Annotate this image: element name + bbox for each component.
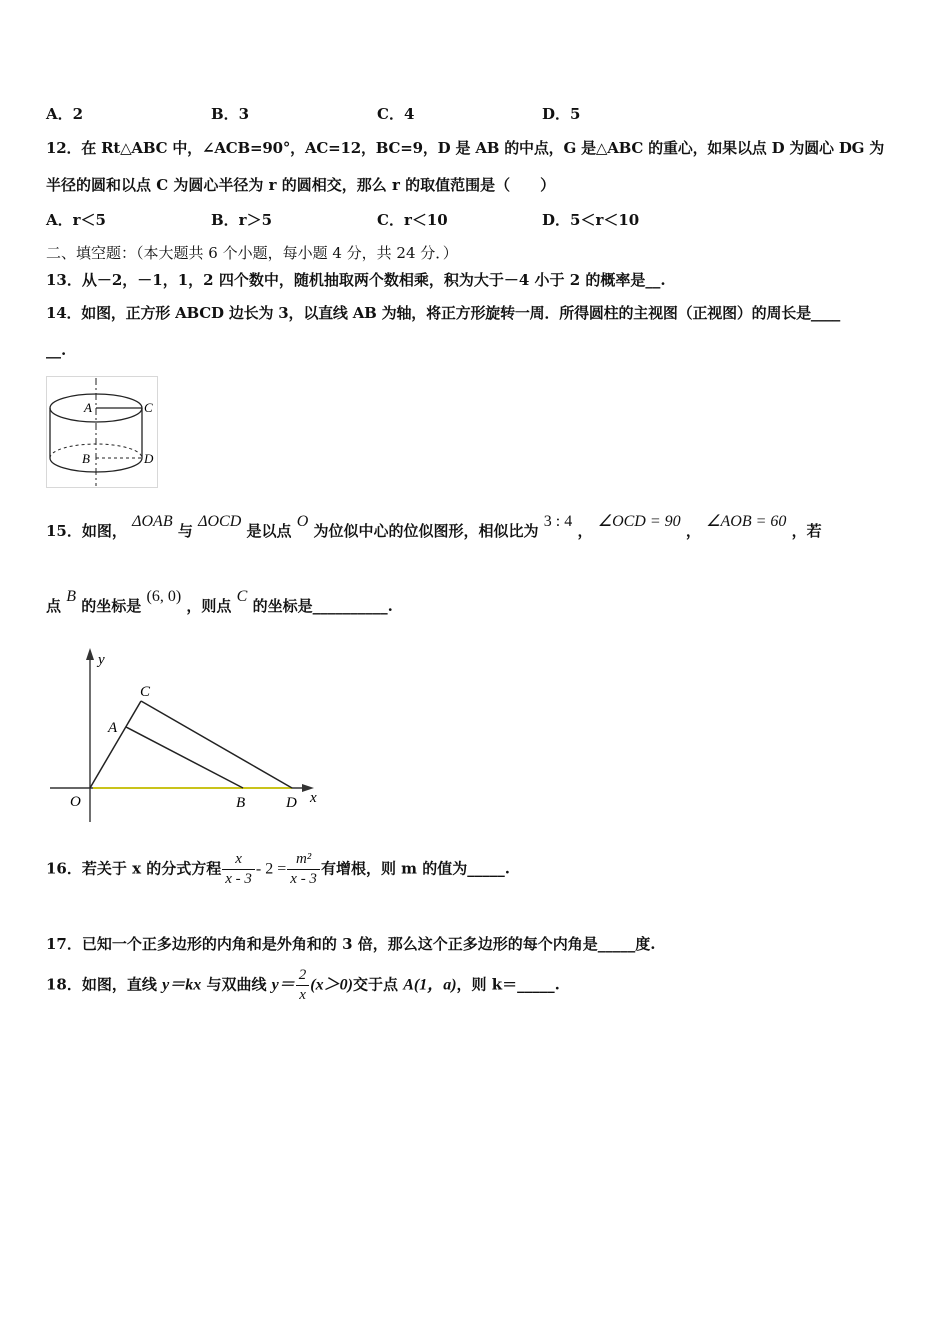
q15-line2-pre: 点 — [46, 597, 62, 615]
q15-with: 与 — [177, 522, 193, 540]
label-d: D — [286, 795, 297, 811]
q16-fraction-2 — [287, 851, 320, 888]
q16-middle: - 2 = — [255, 860, 287, 878]
q11-option-d: D．5 — [542, 105, 581, 123]
q18-point-a: A(1，a) — [403, 976, 457, 994]
q11-option-a: A．2 — [46, 105, 84, 123]
q16-fraction-1-numerator: x — [222, 851, 255, 870]
q17-text: 17．已知一个正多边形的内角和是外角和的 3 倍，那么这个正多边形的每个内角是_____度. — [46, 935, 656, 953]
q15-point-c: C — [236, 588, 248, 605]
q15-point-b: B — [66, 588, 77, 605]
q16-fraction-2-numerator: m² — [287, 851, 320, 870]
q16-fraction-1 — [222, 851, 255, 888]
q18-end: ，则 k＝_____. — [456, 975, 560, 994]
q18-mid-2: 交于点 — [352, 975, 404, 994]
q18-line-equation: y＝kx — [162, 976, 202, 994]
q15-coordinate-b: (6, 0) — [146, 588, 182, 605]
q18-line — [46, 967, 560, 1004]
label-x: x — [310, 790, 317, 806]
q15-mid-2: 为位似中心的位似图形，相似比为 — [313, 522, 539, 540]
q18-mid: 与双曲线 — [201, 975, 272, 994]
q14-line-2: __. — [46, 341, 67, 359]
q15-line-1 — [46, 513, 822, 541]
section-2-heading: 二、填空题：（本大题共 6 个小题，每小题 4 分，共 24 分．） — [46, 244, 458, 262]
q15-line2-mid: 的坐标是 — [81, 597, 142, 615]
q12-option-d: D．5＜r＜10 — [542, 211, 640, 229]
q14-line-1: 14．如图，正方形 ABCD 边长为 3，以直线 AB 为轴，将正方形旋转一周．所得圆柱的主视图（正视图）的周长是____ — [46, 304, 841, 322]
q15-angle-ocd: ∠OCD = 90 — [597, 513, 681, 530]
label-a: A — [84, 400, 92, 415]
q15-similar-triangles-figure — [48, 644, 328, 826]
q18-fraction-numerator: 2 — [296, 967, 310, 986]
q18-condition: (x＞0) — [310, 976, 353, 994]
q13-text: 13．从－2，－1，1，2 四个数中，随机抽取两个数相乘，积为大于－4 小于 2 的概率是__. — [46, 271, 666, 289]
q15-triangle-ocd: ΔOCD — [198, 513, 242, 530]
q12-option-b: B．r＞5 — [211, 211, 273, 229]
q15-ratio: 3 : 4 — [543, 513, 573, 530]
q18-y-equals: y＝ — [271, 976, 295, 994]
y-axis-arrow — [86, 648, 94, 660]
q16-line — [46, 851, 510, 888]
label-c: C — [140, 684, 151, 700]
q14-cylinder-figure — [46, 376, 158, 488]
label-b: B — [236, 795, 246, 811]
q18-fraction-denominator: x — [299, 987, 306, 1003]
label-b: B — [82, 451, 90, 466]
q12-option-c: C．r＜10 — [377, 211, 448, 229]
q12-option-a: A．r＜5 — [46, 211, 106, 229]
segment-ab — [126, 727, 243, 788]
segment-oc — [90, 701, 141, 788]
q15-mid-1: 是以点 — [246, 522, 292, 540]
q11-option-c: C．4 — [377, 105, 415, 123]
q16-suffix: 有增根，则 m 的值为_____. — [320, 859, 510, 878]
q15-triangle-oab: ΔOAB — [132, 513, 173, 530]
q12-line-1: 12．在 Rt△ABC 中，∠ACB=90°，AC=12，BC=9，D 是 AB 的中点，G 是△ABC 的重心，如果以点 D 为圆心 DG 为 — [46, 139, 885, 157]
q18-fraction — [296, 967, 310, 1004]
label-d: D — [144, 451, 154, 466]
label-y: y — [98, 652, 105, 668]
q15-comma-1: ， — [577, 522, 593, 540]
q15-point-o: O — [296, 513, 309, 530]
q15-line-2 — [46, 588, 393, 616]
label-o: O — [70, 794, 81, 810]
q18-prefix: 18．如图，直线 — [46, 975, 163, 994]
q16-fraction-1-denominator: x - 3 — [225, 871, 252, 887]
label-c: C — [144, 400, 153, 415]
q12-line-2: 半径的圆和以点 C 为圆心半径为 r 的圆相交，那么 r 的取值范围是（ ） — [46, 176, 556, 194]
label-a: A — [108, 720, 118, 736]
q16-prefix: 16．若关于 x 的分式方程 — [46, 859, 222, 878]
q15-angle-aob: ∠AOB = 60 — [706, 513, 787, 530]
q16-fraction-2-denominator: x - 3 — [290, 871, 317, 887]
q15-comma-2: ， — [685, 522, 701, 540]
q15-line2-mid2: ，则点 — [186, 597, 232, 615]
q15-line2-end: 的坐标是__________. — [252, 597, 393, 615]
q11-option-b: B．3 — [211, 105, 250, 123]
q15-end-1: ，若 — [791, 522, 822, 540]
q15-prefix: 15．如图， — [46, 522, 127, 540]
